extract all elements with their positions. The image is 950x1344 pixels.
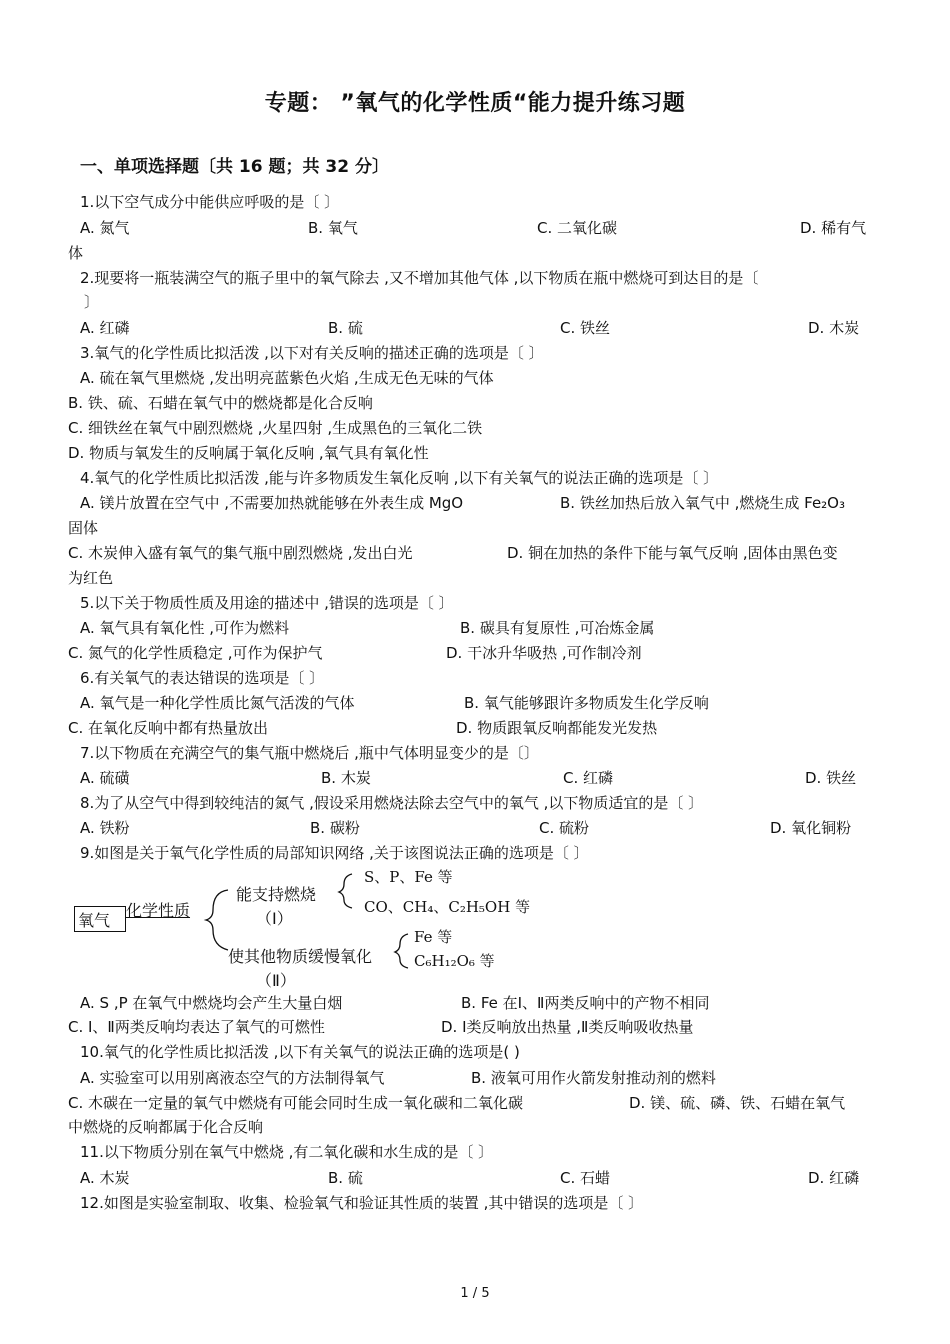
question-11-option-c: C. 石蜡: [560, 1169, 611, 1187]
diagram-branch-2-item-1: Fe 等: [414, 928, 453, 946]
question-9-option-d: D. Ⅰ类反响放出热量 ,Ⅱ类反响吸收热量: [441, 1018, 694, 1036]
question-11-option-b: B. 硫: [328, 1169, 363, 1187]
question-4-option-d: D. 铜在加热的条件下能与氧气反响 ,固体由黑色变: [507, 544, 838, 562]
question-8-stem: 8.为了从空气中得到较纯洁的氮气 ,假设采用燃烧法除去空气中的氧气 ,以下物质适宜的是〔 〕: [80, 794, 704, 812]
question-3-option-c: C. 细铁丝在氧气中剧烈燃烧 ,火星四射 ,生成黑色的三氧化二铁: [68, 419, 483, 437]
diagram-chem-prop-label: 化学性质: [126, 901, 191, 920]
page-number: 1 / 5: [460, 1286, 490, 1301]
question-2-stem-continued: 〕: [84, 293, 100, 311]
question-10-option-b: B. 液氧可用作火箭发射推动剂的燃料: [471, 1069, 716, 1087]
question-9-option-a: A. S ,P 在氧气中燃烧均会产生大量白烟: [80, 994, 343, 1012]
question-5-option-b: B. 碳具有复原性 ,可冶炼金属: [460, 619, 655, 637]
question-10-stem: 10.氧气的化学性质比拟活泼 ,以下有关氧气的说法正确的选项是( ): [80, 1043, 520, 1061]
question-10-option-d-continued: 中燃烧的反响都属于化合反响: [68, 1118, 264, 1136]
question-7-option-a: A. 硫磺: [80, 769, 130, 787]
question-1-option-a: A. 氮气: [80, 219, 130, 237]
question-4-option-b-continued: 固体: [68, 519, 99, 537]
question-8-option-d: D. 氧化铜粉: [770, 819, 852, 837]
question-5-option-c: C. 氮气的化学性质稳定 ,可作为保护气: [68, 644, 323, 662]
question-2-option-b: B. 硫: [328, 319, 363, 337]
question-3-stem: 3.氧气的化学性质比拟活泼 ,以下对有关反响的描述正确的选项是〔 〕: [80, 344, 544, 362]
question-3-option-b: B. 铁、硫、石蜡在氧气中的燃烧都是化合反响: [68, 394, 373, 412]
question-6-option-b: B. 氧气能够跟许多物质发生化学反响: [464, 694, 709, 712]
question-7-stem: 7.以下物质在充满空气的集气瓶中燃烧后 ,瓶中气体明显变少的是〔〕: [80, 744, 539, 762]
question-5-option-a: A. 氧气具有氧化性 ,可作为燃料: [80, 619, 290, 637]
diagram-branch-1-item-1: S、P、Fe 等: [364, 868, 453, 886]
question-1-option-d: D. 稀有气: [800, 219, 867, 237]
question-7-option-d: D. 铁丝: [805, 769, 857, 787]
question-1-stem: 1.以下空气成分中能供应呼吸的是〔 〕: [80, 193, 340, 211]
question-4-stem: 4.氧气的化学性质比拟活泼 ,能与许多物质发生氧化反响 ,以下有关氧气的说法正确的选项是〔 〕: [80, 469, 719, 487]
section-heading: 一、单项选择题〔共 16 题；共 32 分〕: [80, 157, 389, 177]
question-11-option-d: D. 红磷: [808, 1169, 860, 1187]
question-3-option-a: A. 硫在氧气里燃烧 ,发出明亮蓝紫色火焰 ,生成无色无味的气体: [80, 369, 494, 387]
question-1-option-d-continued: 体: [68, 244, 84, 262]
diagram-branch-1-number: （Ⅰ）: [256, 909, 293, 928]
question-2-option-a: A. 红磷: [80, 319, 130, 337]
diagram-branch-2-label: 使其他物质缓慢氧化: [228, 947, 373, 966]
question-1-option-b: B. 氧气: [308, 219, 358, 237]
question-2-option-c: C. 铁丝: [560, 319, 611, 337]
question-5-stem: 5.以下关于物质性质及用途的描述中 ,错误的选项是〔 〕: [80, 594, 454, 612]
question-10-option-d: D. 镁、硫、磷、铁、石蜡在氧气: [629, 1094, 846, 1112]
page-title: 专题： ”氧气的化学性质“能力提升练习题: [264, 91, 686, 116]
question-12-stem: 12.如图是实验室制取、收集、检验氧气和验证其性质的装置 ,其中错误的选项是〔 〕: [80, 1194, 644, 1212]
question-9-stem: 9.如图是关于氧气化学性质的局部知识网络 ,关于该图说法正确的选项是〔 〕: [80, 844, 589, 862]
question-5-option-d: D. 干冰升华吸热 ,可作制冷剂: [446, 644, 642, 662]
question-8-option-a: A. 铁粉: [80, 819, 130, 837]
question-4-option-d-continued: 为红色: [68, 569, 114, 587]
question-4-option-b: B. 铁丝加热后放入氧气中 ,燃烧生成 Fe₂O₃: [560, 494, 846, 512]
diagram-branch-1-item-2: CO、CH₄、C₂H₅OH 等: [364, 898, 531, 916]
question-1-option-c: C. 二氧化碳: [537, 219, 618, 237]
question-6-option-d: D. 物质跟氧反响都能发光发热: [456, 719, 658, 737]
diagram-root-label: 氧气: [78, 911, 111, 930]
question-4-option-c: C. 木炭伸入盛有氧气的集气瓶中剧烈燃烧 ,发出白光: [68, 544, 413, 562]
question-8-option-c: C. 硫粉: [539, 819, 590, 837]
oxygen-knowledge-diagram: [68, 862, 548, 992]
question-6-option-a: A. 氧气是一种化学性质比氮气活泼的气体: [80, 694, 355, 712]
question-7-option-b: B. 木炭: [321, 769, 371, 787]
question-2-stem: 2.现要将一瓶装满空气的瓶子里中的氧气除去 ,又不增加其他气体 ,以下物质在瓶中燃烧可到达目的是〔: [80, 269, 759, 287]
question-6-stem: 6.有关氧气的表达错误的选项是〔 〕: [80, 669, 325, 687]
question-2-option-d: D. 木炭: [808, 319, 860, 337]
question-8-option-b: B. 碳粉: [310, 819, 360, 837]
question-6-option-c: C. 在氧化反响中都有热量放出: [68, 719, 269, 737]
question-9-option-c: C. Ⅰ、Ⅱ两类反响均表达了氧气的可燃性: [68, 1018, 325, 1036]
question-9-option-b: B. Fe 在Ⅰ、Ⅱ两类反响中的产物不相同: [461, 994, 710, 1012]
diagram-branch-2-item-2: C₆H₁₂O₆ 等: [414, 952, 495, 970]
question-3-option-d: D. 物质与氧发生的反响属于氧化反响 ,氧气具有氧化性: [68, 444, 429, 462]
question-11-stem: 11.以下物质分别在氧气中燃烧 ,有二氧化碳和水生成的是〔 〕: [80, 1143, 494, 1161]
question-10-option-a: A. 实验室可以用别离液态空气的方法制得氧气: [80, 1069, 385, 1087]
question-10-option-c: C. 木碳在一定量的氧气中燃烧有可能会同时生成一氧化碳和二氧化碳: [68, 1094, 524, 1112]
diagram-branch-1-label: 能支持燃烧: [236, 885, 317, 904]
diagram-branch-2-number: （Ⅱ）: [256, 971, 296, 990]
question-7-option-c: C. 红磷: [563, 769, 614, 787]
question-11-option-a: A. 木炭: [80, 1169, 130, 1187]
question-4-option-a: A. 镁片放置在空气中 ,不需要加热就能够在外表生成 MgO: [80, 494, 464, 512]
